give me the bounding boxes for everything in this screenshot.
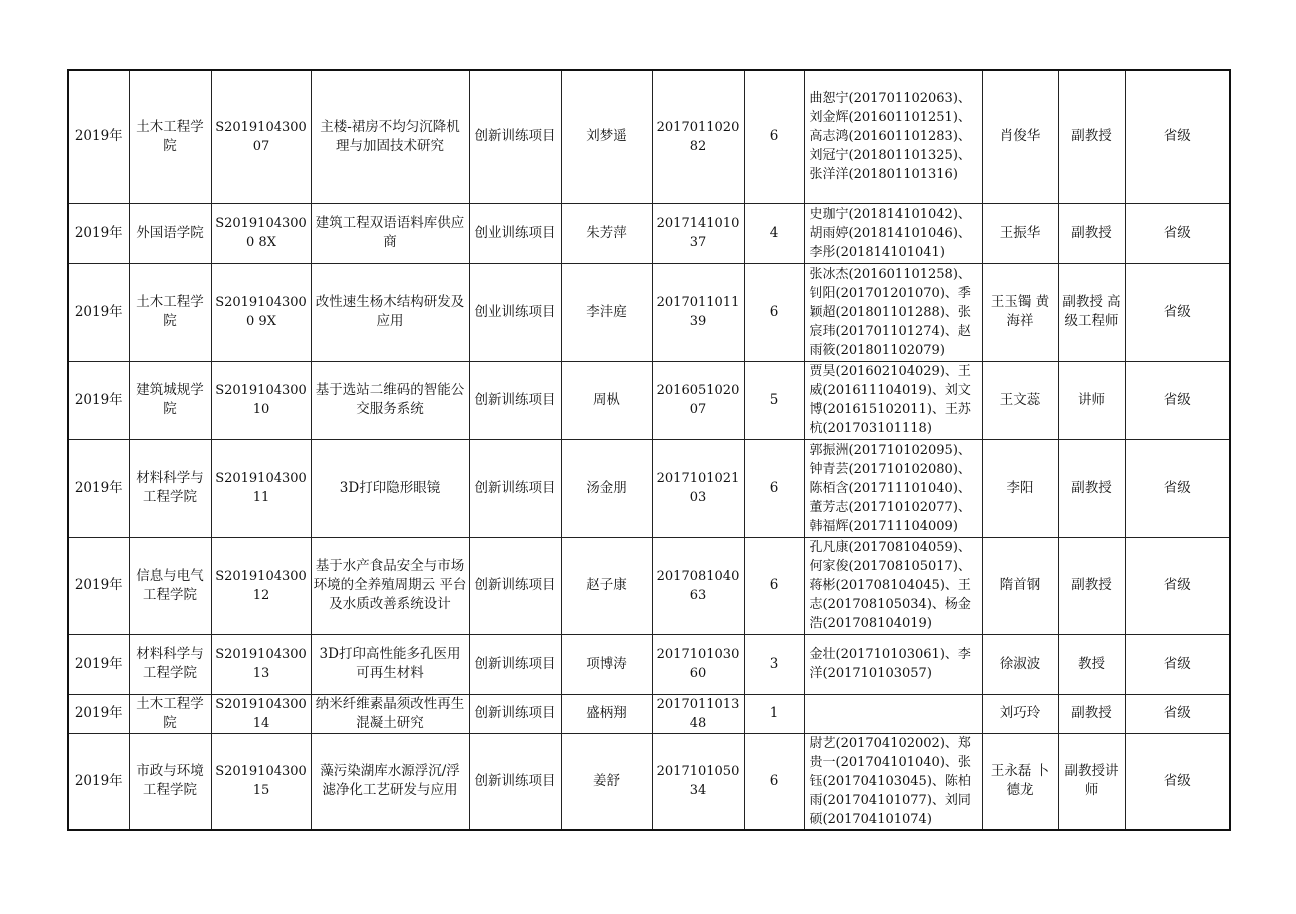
members-cell <box>804 361 982 439</box>
leader-cell: 盛柄翔 <box>561 694 652 733</box>
project-type-cell: 创业训练项目 <box>469 263 561 361</box>
project-type-cell: 创新训练项目 <box>469 733 561 830</box>
rank-cell: 副教授讲师 <box>1058 733 1125 830</box>
member-count-cell: 4 <box>744 203 804 263</box>
rank-cell: 讲师 <box>1058 361 1125 439</box>
college-cell: 外国语学院 <box>129 203 211 263</box>
project-type-cell: 创业训练项目 <box>469 203 561 263</box>
member-count-cell: 1 <box>744 694 804 733</box>
college-cell: 材料科学与工程学院 <box>129 439 211 537</box>
member-line: 刘冠宁(201801101325)、 <box>809 148 971 164</box>
member-line: 郭振洲(201710102095)、 <box>809 442 971 458</box>
leader-cell: 赵子康 <box>561 537 652 634</box>
rank-cell: 教授 <box>1058 634 1125 694</box>
rank-cell: 副教授 高级工程师 <box>1058 263 1125 361</box>
member-line: 洋(201710103057) <box>809 666 932 681</box>
leader-cell: 李沣庭 <box>561 263 652 361</box>
advisor-cell: 徐淑波 <box>982 634 1058 694</box>
member-line: 钊阳(201701201070)、季 <box>809 285 971 301</box>
member-count-cell: 6 <box>744 263 804 361</box>
college-cell: 市政与环境工程学院 <box>129 733 211 830</box>
level-cell: 省级 <box>1125 733 1230 830</box>
members-cell <box>804 439 982 537</box>
member-line: 张洋洋(201801101316) <box>809 167 958 183</box>
member-line: 硕(201704101074) <box>809 811 932 827</box>
member-line: 胡雨婷(201814101046)、 <box>809 225 971 241</box>
table-row <box>68 537 1230 634</box>
rank-cell: 副教授 <box>1058 203 1125 263</box>
college-cell: 土木工程学院 <box>129 263 211 361</box>
project-code-cell: S201910430011 <box>211 439 311 537</box>
member-line: 雨筱(201801102079) <box>809 342 945 358</box>
member-count-cell: 5 <box>744 361 804 439</box>
year-cell: 2019年 <box>68 733 129 830</box>
level-cell: 省级 <box>1125 537 1230 634</box>
year-cell: 2019年 <box>68 439 129 537</box>
rank-cell: 副教授 <box>1058 694 1125 733</box>
leader-cell: 项博涛 <box>561 634 652 694</box>
year-cell: 2019年 <box>68 203 129 263</box>
student-id-cell: 201701102082 <box>652 70 744 203</box>
member-count-cell: 3 <box>744 634 804 694</box>
rank-cell: 副教授 <box>1058 537 1125 634</box>
advisor-cell: 李阳 <box>982 439 1058 537</box>
table-row <box>68 203 1230 263</box>
rank-cell: 副教授 <box>1058 439 1125 537</box>
student-id-cell: 201701101348 <box>652 694 744 733</box>
member-line: 陈栢含(201711101040)、 <box>809 480 971 496</box>
level-cell: 省级 <box>1125 439 1230 537</box>
member-line: 雨(201704101077)、刘同 <box>809 792 971 808</box>
advisor-cell: 刘巧玲 <box>982 694 1058 733</box>
project-code-cell: S201910430013 <box>211 634 311 694</box>
member-line: 董芳志(201710102077)、 <box>809 499 971 515</box>
project-code-cell: S20191043000 9X <box>211 263 311 361</box>
project-title-cell: 改性速生杨木结构研发及应用 <box>311 263 469 361</box>
level-cell: 省级 <box>1125 70 1230 203</box>
college-cell: 建筑城规学院 <box>129 361 211 439</box>
members-cell <box>804 263 982 361</box>
member-line: 钰(201704103045)、陈柏 <box>809 773 971 789</box>
project-title-cell: 主楼-裙房不均匀沉降机理与加固技术研究 <box>311 70 469 203</box>
project-code-cell: S201910430007 <box>211 70 311 203</box>
project-title-cell: 藻污染湖库水源浮沉/浮滤净化工艺研发与应用 <box>311 733 469 830</box>
level-cell: 省级 <box>1125 361 1230 439</box>
project-type-cell: 创新训练项目 <box>469 361 561 439</box>
advisor-cell: 王永磊 卜德龙 <box>982 733 1058 830</box>
year-cell: 2019年 <box>68 361 129 439</box>
member-line: 尉艺(201704102002)、郑 <box>809 735 971 751</box>
project-title-cell: 基于选站二维码的智能公交服务系统 <box>311 361 469 439</box>
member-line: 孔凡康(201708104059)、 <box>809 540 971 555</box>
project-type-cell: 创新训练项目 <box>469 634 561 694</box>
table-row <box>68 634 1230 694</box>
level-cell: 省级 <box>1125 203 1230 263</box>
project-code-cell: S20191043000 8X <box>211 203 311 263</box>
member-line: 张冰杰(201601101258)、 <box>809 266 971 282</box>
leader-cell: 姜舒 <box>561 733 652 830</box>
level-cell: 省级 <box>1125 634 1230 694</box>
year-cell: 2019年 <box>68 634 129 694</box>
project-type-cell: 创新训练项目 <box>469 537 561 634</box>
advisor-cell: 肖俊华 <box>982 70 1058 203</box>
member-line: 蒋彬(201708104045)、王 <box>809 578 971 593</box>
project-type-cell: 创新训练项目 <box>469 439 561 537</box>
leader-cell: 朱芳萍 <box>561 203 652 263</box>
student-id-cell: 201710103060 <box>652 634 744 694</box>
member-line: 高志鸿(201601101283)、 <box>809 129 971 145</box>
member-line: 颖超(201801101288)、张 <box>809 304 971 320</box>
college-cell: 信息与电气工程学院 <box>129 537 211 634</box>
leader-cell: 刘梦遥 <box>561 70 652 203</box>
member-line: 志(201708105034)、杨金 <box>809 597 971 612</box>
advisor-cell: 王振华 <box>982 203 1058 263</box>
member-line: 浩(201708104019) <box>809 616 932 631</box>
year-cell: 2019年 <box>68 263 129 361</box>
member-count-cell: 6 <box>744 537 804 634</box>
college-cell: 土木工程学院 <box>129 694 211 733</box>
college-cell: 材料科学与工程学院 <box>129 634 211 694</box>
member-line: 何家俊(201708105017)、 <box>809 559 971 574</box>
member-line: 韩福辉(201711104009) <box>809 518 958 534</box>
year-cell: 2019年 <box>68 70 129 203</box>
member-line: 贾昊(201602104029)、王 <box>809 364 971 379</box>
student-id-cell: 201710102103 <box>652 439 744 537</box>
project-title-cell: 建筑工程双语语料库供应商 <box>311 203 469 263</box>
member-line: 曲恕宁(201701102063)、 <box>809 91 971 107</box>
member-count-cell: 6 <box>744 70 804 203</box>
table-row <box>68 70 1230 203</box>
member-line: 刘金辉(201601101251)、 <box>809 110 971 126</box>
project-code-cell: S201910430014 <box>211 694 311 733</box>
student-id-cell: 201714101037 <box>652 203 744 263</box>
student-id-cell: 201701101139 <box>652 263 744 361</box>
table-row <box>68 361 1230 439</box>
member-count-cell: 6 <box>744 439 804 537</box>
rank-cell: 副教授 <box>1058 70 1125 203</box>
table-row <box>68 439 1230 537</box>
table-row <box>68 733 1230 830</box>
members-cell <box>804 733 982 830</box>
level-cell: 省级 <box>1125 263 1230 361</box>
level-cell: 省级 <box>1125 694 1230 733</box>
student-id-cell: 201710105034 <box>652 733 744 830</box>
members-cell <box>804 634 982 694</box>
student-id-cell: 201605102007 <box>652 361 744 439</box>
member-count-cell: 6 <box>744 733 804 830</box>
member-line: 贵一(201704101040)、张 <box>809 754 971 770</box>
advisor-cell: 王玉镯 黄海祥 <box>982 263 1058 361</box>
members-cell <box>804 70 982 203</box>
year-cell: 2019年 <box>68 694 129 733</box>
advisor-cell: 隋首钢 <box>982 537 1058 634</box>
project-code-cell: S201910430010 <box>211 361 311 439</box>
members-cell <box>804 203 982 263</box>
member-line: 博(201615102011)、王苏 <box>809 402 971 417</box>
member-line: 杭(201703101118) <box>809 421 932 436</box>
members-cell <box>804 537 982 634</box>
member-line: 宸玮(201701101274)、赵 <box>809 323 971 339</box>
project-table <box>67 69 1231 831</box>
member-line: 威(201611104019)、刘文 <box>809 383 971 398</box>
table-row <box>68 263 1230 361</box>
members-cell <box>804 694 982 733</box>
project-title-cell: 3D打印隐形眼镜 <box>311 439 469 537</box>
student-id-cell: 201708104063 <box>652 537 744 634</box>
project-type-cell: 创新训练项目 <box>469 70 561 203</box>
project-code-cell: S201910430015 <box>211 733 311 830</box>
project-code-cell: S201910430012 <box>211 537 311 634</box>
leader-cell: 周枞 <box>561 361 652 439</box>
year-cell: 2019年 <box>68 537 129 634</box>
advisor-cell: 王文蕊 <box>982 361 1058 439</box>
project-title-cell: 基于水产食品安全与市场环境的全养殖周期云 平台及水质改善系统设计 <box>311 537 469 634</box>
project-type-cell: 创新训练项目 <box>469 694 561 733</box>
project-title-cell: 纳米纤维素晶须改性再生混凝土研究 <box>311 694 469 733</box>
member-line: 李彤(201814101041) <box>809 244 945 260</box>
college-cell: 土木工程学院 <box>129 70 211 203</box>
member-line: 史珈宁(201814101042)、 <box>809 206 971 222</box>
project-title-cell: 3D打印高性能多孔医用可再生材料 <box>311 634 469 694</box>
member-line: 金壮(201710103061)、李 <box>809 647 971 662</box>
leader-cell: 汤金朋 <box>561 439 652 537</box>
table-row <box>68 694 1230 733</box>
member-line: 钟青芸(201710102080)、 <box>809 461 971 477</box>
